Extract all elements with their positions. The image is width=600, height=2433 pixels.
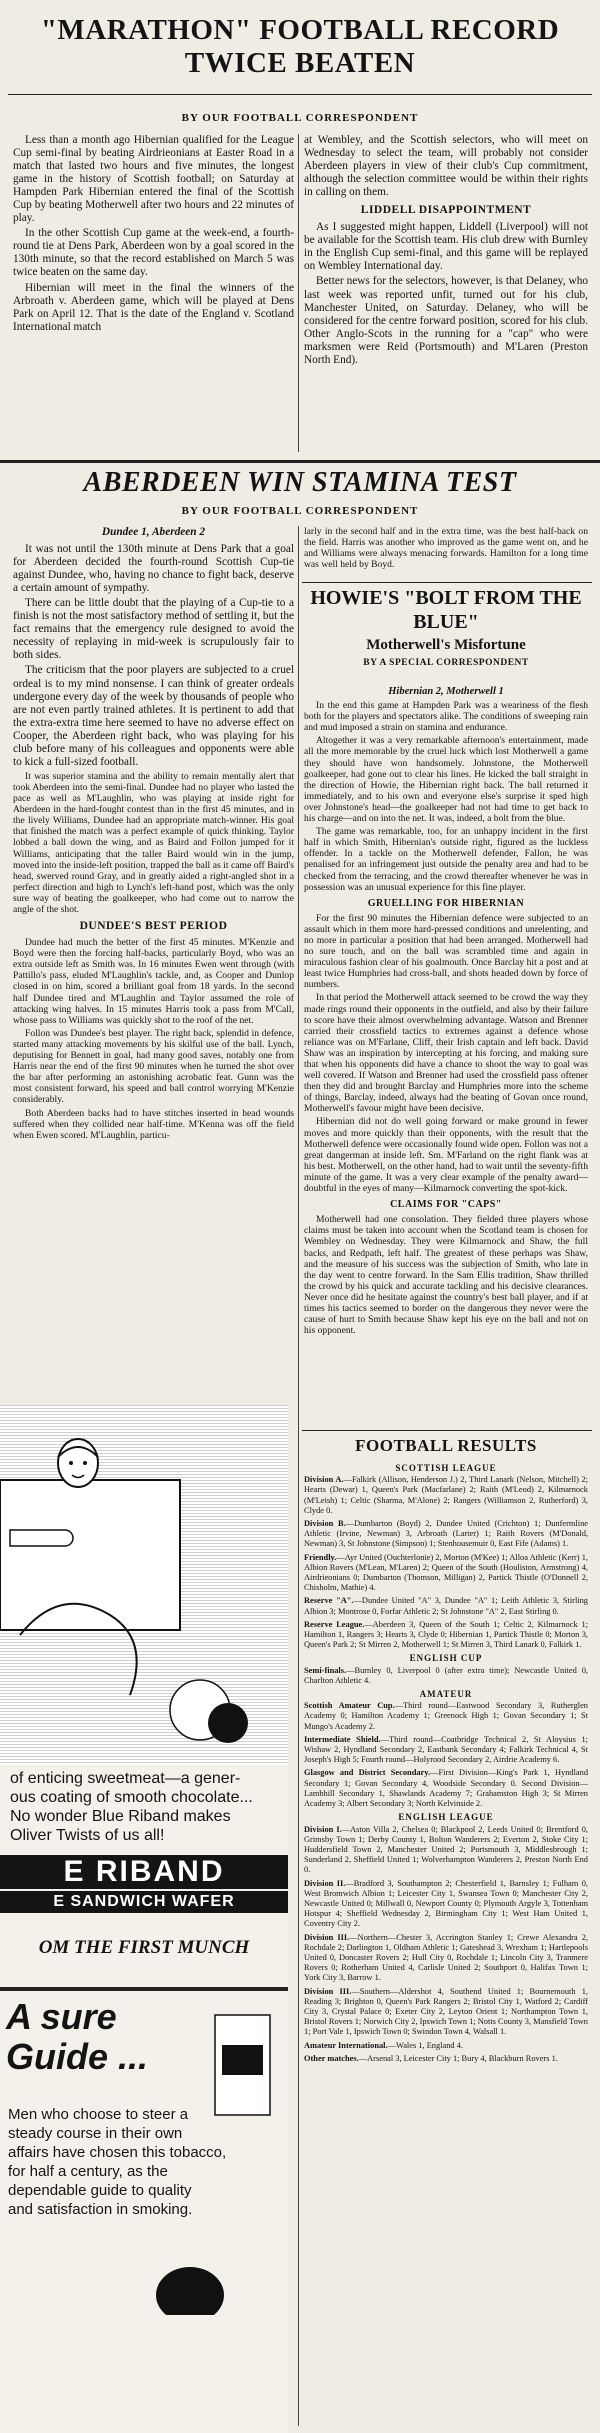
ad-copy-line: steady course in their own [8,2125,183,2142]
results-entry-text: —Northern—Chester 3, Accrington Stanley 1; Crewe Alexandra 2, Rochdale 2; Darlington 1, Oldham Athletic 1; Gateshead 3, Wrexham 1; Hartlepools United 0, Doncaster Rovers 2; Hull City 0, Rochdale 1; Lincoln City 3, Tranmere Rovers 0; Rotherham United 4, Carlisle United 2; Southport 0, Halifax Town 1; York City 3, Barrow 1. [304,1932,588,1983]
a2-paragraph: Both Aberdeen backs had to have stitches inserted in head wounds suffered when they collided near half-time. M'Kenna was off the field when Ewen scored. M'Laughlin, particu- [13,1107,294,1141]
results-body [304,1460,588,2430]
a3-paragraph: The game was remarkable, too, for an unhappy incident in the first half in which Smith, Hibernian's outside right, figured as the luckless offender. In a tackle on the Motherwell defender, Fallon, he was penalised for an infringement just outside the penalty area and had to be checked from the terracing, and the crowd thereafter whenever he was in possession was an unusual experience for this fine player. [304,826,588,893]
results-entry [304,1596,588,1616]
results-entry [304,1825,588,1876]
a2-paragraph: The criticism that the poor players are subjected to a cruel ordeal is to my mind nonsense. I can think of greater ordeals undergone every day of the week by thousands of people who are not even partly trained athletes. It is pertinent to add that the extra-extra time here seemed to have no adverse effect on Cooper, the Aberdeen right back, who was playing for his club before many of his colleagues and opponents were able to kick a full-sized football. [13,664,294,768]
results-entry-label: Division I. [304,1824,342,1834]
ad-copy-line: for half a century, as the [8,2163,168,2180]
rule-a1-top [8,94,592,95]
results-entry [304,1735,588,1766]
results-entry-text: —Falkirk (Allison, Henderson J.) 2, Third Lanark (Nelson, Mitchell) 2; Hearts (Dewar) 1, Queen's Park (Macfarlane) 2; Raith (M'Leod) 2, Kilmarnock (M'Leish) 1; Celtic (Sharma, M'Alone) 2; Rangers (Williamson 2, Rutherford) 3, Clyde 0. [304,1475,588,1515]
a1-paragraph: Less than a month ago Hibernian qualified for the League Cup semi-final by beating Airdrieonians at Easter Road in a match that lasted two hours and five minutes, the longest game in the history of Scottish football; on Saturday at Hampden Park Hibernian entered the final of the Scottish Cup by beating Motherwell after two hours and 22 minutes of play. [13,134,294,225]
results-section-heading: ENGLISH CUP [409,1653,483,1664]
ad-heading: A sure Guide ... [6,1996,149,2077]
ad-copy [10,1769,286,1845]
results-entry-text: —Dundee United "A" 3, Dundee "A" 1; Leith Athletic 3, Stirling Albion 3; Montrose 0, Forfar Athletic 2; St Johnstone "A" 2, East Stirling 0. [304,1596,588,1616]
advertisement [0,1405,288,2433]
ad-copy-line: dependable guide to quality [8,2182,192,2199]
results-entry-text: —Third round—Eastwood Secondary 3, Rutherglen Academy 0; Hamilton Academy 1; Greenock High 1; Govan Secondary 1; St Mungo's Academy 2. [304,1701,588,1731]
a1-paragraph: In the other Scottish Cup game at the week-end, a fourth-round tie at Dens Park, Aberdeen won by a goal scored in the 130th minute, so that the record established on March 5 was twice beaten on the same day. [13,227,294,279]
results-section-heading: ENGLISH LEAGUE [398,1812,494,1823]
results-entry [304,1620,588,1651]
results-entry [304,2041,588,2051]
results-entry [304,1666,588,1686]
headline-aberdeen: ABERDEEN WIN STAMINA TEST [83,467,517,498]
results-entry-label: Reserve "A". [304,1596,354,1606]
a2-paragraph: larly in the second half and in the extra time, was the best half-back on the field. Harris was another who improved as the game went on, and he and Williams were always menacing forwards. Hamilton for a long time was well held by Boyd. [304,526,588,571]
ad-tagline: OM THE FIRST MUNCH [38,1937,250,1958]
results-section-heading: AMATEUR [419,1689,473,1700]
results-entry-label: Amateur International. [304,2040,388,2050]
results-entry-text: —Arsenal 3, Leicester City 1; Bury 4, Blackburn Rovers 1. [358,2053,558,2063]
subhead-dundees-best: DUNDEE'S BEST PERIOD [79,920,228,933]
byline-a1: BY OUR FOOTBALL CORRESPONDENT [181,112,419,124]
a3-paragraph: Hibernian did not do well going forward or make ground in fewer moves and more quickly than their opponents, with the result that the Motherwell defence were occasionally found wide open. Follon was not a great dangerman at inside left. Sm. M'Farland on the right flank was at his best. Motherwell, on the other hand, had to wait until the seventy-fifth minute of the game. It was a very clear example of the penalty award—doubtful in the eyes of many—Kilmarnock converting the spot-kick. [304,1116,588,1195]
results-entry [304,1701,588,1732]
a2-left-column [13,526,294,1398]
results-entry-label: Division III. [304,1932,350,1942]
results-entry-text: —Third round—Coatbridge Technical 2, St Aloysius 1; Wishaw 2, Hyndland Secondary 2, Eastbank Secondary 4; Falkirk Technical 4, St Joseph's High 5; Fourth round—Holyrood Secondary 2, Airdrie Academy 6. [304,1734,588,1765]
a2-paragraph: Dundee had much the better of the first 45 minutes. M'Kenzie and Boyd were then the forcing half-backs, particularly Boyd, who was an extra outside left as Smith was. In 16 minutes Ewen went through (with Pattillo's pass, eluded M'Laughlin's tackle, and, as Cooper and Dunlop closed in on him, scored a brilliant goal from 18 yards. In the second half Dundee tired and M'Laughlin and Taylor assumed the role of attacking wing halves. In 15 minutes Harris took a pass from M'Call, whose pass to Williams was quickly shot to the roof of the net. [13,937,294,1026]
results-entry [304,1553,588,1594]
rule-results-top [302,1430,592,1431]
a1-paragraph: at Wembley, and the Scottish selectors, who will meet on Wednesday to select the team, will probably not consider Aberdeen players in view of their club's Cup commitment, although the selection committee would be within their rights in calling on them. [304,134,588,199]
score-line-hibernian-motherwell: Hibernian 2, Motherwell 1 [388,686,504,697]
results-entry-label: Division II. [304,1878,346,1888]
results-entry-text: —Bradford 3, Southampton 2; Chesterfield 1, Barnsley 1; Fulham 0, West Bromwich Albion 1; Leicester City 1, Swansea Town 0; Manchester City 2, Newcastle United 0; Millwall 0, Newport County 0; Plymouth Argyle 3, Tottenham Hotspur 4; Sheffield Wednesday 2, Birmingham City 1; West Ham United 1, Coventry City 2. [304,1878,588,1929]
subhead-claims-caps: CLAIMS FOR "CAPS" [390,1199,502,1211]
results-entry [304,1768,588,1809]
results-entry [304,1879,588,1930]
results-entry-label: Scottish Amateur Cup. [304,1701,395,1711]
results-entry-text: —Southern—Aldershot 4, Southend United 1; Bournemouth 1, Reading 3; Brighton 0, Queen's Park Rangers 2; Bristol City 1, Watford 2; Cardiff City 3, Crystal Palace 0; Exeter City 2, Leyton Orient 1; Northampton Town 1, Bristol Rovers 1; Norwich City 2, Ipswich Town 1; Notts County 3, Mansfield Town 1; Port Vale 1, Ipswich Town 0; Swindon Town 4, Walsall 1. [304,1986,588,2037]
results-entry-label: Semi-finals. [304,1665,347,1675]
results-entry [304,2054,588,2064]
byline-a3: BY A SPECIAL CORRESPONDENT [363,658,529,668]
results-entry-label: Reserve League. [304,1619,365,1629]
a1-paragraph: Hibernian will meet in the final the winners of the Arbroath v. Aberdeen game, which will be played at Dens Park on April 12. That is the date of the England v. Scotland International match [13,281,294,333]
results-entry-label: Friendly. [304,1552,337,1562]
results-entry [304,1475,588,1516]
ad-copy-line: Oliver Twists of us all! [10,1827,165,1844]
a3-paragraph: In the end this game at Hampden Park was a weariness of the flesh both for the players and spectators alike. The conditions of sweeping rain and mud imposed a strain on stamina and endurance. [304,700,588,734]
boy-with-wafer-illustration [0,1405,288,1765]
results-entry-text: —Aberdeen 3, Queen of the South 1; Celtic 2, Kilmarnock 1; Hamilton 1, Rangers 3; Hearts 3, Clyde 0; Hibernian 1, Partick Thistle 0; Morton 3, Queen's Park 2; St Mirren 2, Motherwell 1; St Mirren 3, Third Lanark 0, Falkirk 1. [304,1619,588,1650]
a1-paragraph: As I suggested might happen, Liddell (Liverpool) will not be available for the Scottish team. His club drew with Burnley in the English Cup semi-final, and this game will be replayed on Wembley International day. [304,221,588,273]
rule-ad-section [0,1987,288,1991]
results-entry-text: —Burnley 0, Liverpool 0 (after extra time); Newcastle United 0, Charlton Athletic 4. [304,1665,588,1685]
results-entry-text: —Ayr United (Ouchterlonie) 2, Morton (M'Kee) 1; Alloa Athletic (Kerr) 1, Albion Rovers (M'Lean, M'Laren) 2; Queen of the South (Houliston, Armstrong) 4, Airdrieonians 0; Dumbarton (Thomson, Milligan) 2, Partick Thistle (O'Donnell 2, Chisholm, Mathie) 4. [304,1552,588,1593]
subheadline-motherwell: Motherwell's Misfortune [366,637,526,653]
subhead-liddell: LIDDELL DISAPPOINTMENT [360,204,532,217]
a1-right-column [304,134,588,456]
a3-paragraph: For the first 90 minutes the Hibernian defence were subjected to an assault which in them more hard-pressed conditions and unrelenting, and no more in particular a position that had been arranged. Motherwell had no sure touch, and on the ball was scrambled time and again in miraculous fashion clear of his goalmouth. Once Barclay hit a post and at least twice Humphries had cross-ball, and shots headed down by force of numbers. [304,912,588,991]
results-entry [304,1933,588,1984]
ad-copy-line: and satisfaction in smoking. [8,2201,193,2218]
subhead-gruelling: GRUELLING FOR HIBERNIAN [367,897,525,909]
results-entry-text: —Dumbarton (Boyd) 2, Dundee United (Crichton) 1; Dunfermline Athletic (Irvine, Newman) 3, Arbroath (Larter) 1; Raith Rovers (M'Donald, Newman) 3, St Johnstone (Simpson) 1; Stenhousemuir 0, East Fife (Adams) 1. [304,1519,588,1549]
results-entry [304,1987,588,2038]
ad-copy-line: of enticing sweetmeat—a gener- [10,1770,241,1787]
results-entry-text: —Aston Villa 2, Chelsea 0; Blackpool 2, Leeds United 0; Brentford 0, Grimsby Town 1; Derby County 1, Bolton Wanderers 2; Everton 2, Stoke City 1; Huddersfield Town 2, Manchester United 2; Portsmouth 3, Middlesbrough 1; Sunderland 2, Sheffield United 1; Wolverhampton Wanderers 2, Preston North End 0. [304,1824,588,1875]
results-entry-text: —First Division—King's Park 1, Hyndland Secondary 1; Govan Secondary 4, Woodside Secondary 0. Second Division—Lambhill Secondary 1, Shawlands Academy 7; Grahamston High 3; St Mirren Academy 3; Albert Secondary 3; North Kelvinside 2. [304,1768,588,1809]
results-entry-text: —Wales 1, England 4. [387,2040,463,2050]
a2-paragraph: There can be little doubt that the playing of a Cup-tie to a finish is not the most satisfactory method of settling it, but the fact remains that the emergency rule designed to avoid the necessity of replaying in mid-week is scrupulously fair to both sides. [13,597,294,662]
a2-paragraph: Follon was Dundee's best player. The right back, splendid in defence, started many attacking movements by his skilful use of the ball. Lynch, deputising for Bennett in goal, had many good saves, notably one from Harris near the end of the first 90 minutes when he turned the shot over the bar after performing an astonishing acrobatic feat. Gunn was the most consistent forward, his speed and ball control worrying M'Kenzie considerably. [13,1027,294,1106]
column-divider [298,526,299,2426]
rule-a3-top [302,582,592,583]
byline-a2: BY OUR FOOTBALL CORRESPONDENT [181,505,419,517]
ad-copy-line: Men who choose to steer a [8,2106,189,2123]
results-title: FOOTBALL RESULTS [355,1436,537,1455]
rule-a2-top [0,460,600,463]
ad-copy-line: affairs have chosen this tobacco, [8,2144,227,2161]
results-entry-label: Division B. [304,1519,346,1529]
brand-banner: E RIBAND [0,1855,288,1889]
a3-column [304,686,588,1428]
a3-paragraph: In that period the Motherwell attack seemed to be crowd the way they made rings round their opponents in the outfield, and also by their failure to score have their almost overwhelming advantage. Watson and Brenner carried their crossfield tactics to extremes against a defence whose reliance was on M'Farlane, Cliff, their Irish captain and left back. David Shaw was an inspiration by intercepting at his forcing, and making sure that when his opponents did have a chance to shoot the way to goal was well covered. If Watson and Brenner had used the crossfield pass oftener then they did and brought Barclay and Humphries more into the scheme of things, Barclay, indeed, always had the beating of Govan once round, Motherwell's favour might have been decisive. [304,992,588,1115]
a3-header [304,586,588,668]
results-entry-label: Intermediate Shield. [304,1734,381,1744]
a3-paragraph: Altogether it was a very remarkable afternoon's entertainment, made all the more memorable by the cruel luck which lost Motherwell a game they should have won handsomely. Johnstone, the Motherwell goalkeeper, had gone out to clear his lines. He kicked the ball straight in the direction of Howie, the Hibernian right back. The ball returned it immediately, and to his own and everyone else's surprise it sped high over Johnstone's head—the goalkeeper had not had time to get back to his charge—and on into the net. It was, indeed, a bolt from the blue. [304,735,588,825]
a3-paragraph: Motherwell had one consolation. They fielded three players whose claims must be taken into account when the Scotland team is chosen for Wembley on Wednesday. They were Kilmarnock and Shaw, the full backs, and Redpath, left half. The greatest of these perhaps was Shaw, and the measure of his success was the subjection of Smith, who late in the day went to centre forward. In the Sam Ellis tradition, Shaw thrilled the crowd by his quick and accurate tackling and his decisive clearances. Never once did he hesitate against the country's best ball player, and if at times his tactics seemed to border on the dangerous they never were the cause of hurt to Smith because Shaw kept his eye on the ball and not on his opponent. [304,1214,588,1337]
results-entry [304,1519,588,1550]
brand-sub-banner: E SANDWICH WAFER [0,1891,288,1913]
ad-copy-2 [8,2105,278,2219]
results-entry-label: Division III. [304,1986,352,1996]
a1-left-column [13,134,294,456]
ad-emblem-illustration [150,2245,230,2315]
results-entry-label: Division A. [304,1475,344,1485]
ad-copy-line: No wonder Blue Riband makes [10,1808,231,1825]
a1-paragraph: Better news for the selectors, however, is that Delaney, who last week was reported unfit, turned out for his club, Manchester United, on Saturday. Delaney, who will be considered for the centre forward position, scored for his club. Other Anglo-Scots in the running for a "cap" who were marksmen were Reid (Portsmouth) and M'Laren (Preston North End). [304,275,588,366]
column-divider [298,134,299,452]
results-entry-label: Glasgow and District Secondary. [304,1768,431,1778]
ad-copy-line: ous coating of smooth chocolate... [10,1789,253,1806]
a2-paragraph: It was not until the 130th minute at Dens Park that a goal for Aberdeen decided the fourth-round Scottish Cup-tie against Dundee, who, having no chance to fight back, deserve a certain amount of sympathy. [13,543,294,595]
results-entry-label: Other matches. [304,2053,359,2063]
headline-marathon: "MARATHON" FOOTBALL RECORD TWICE BEATEN [40,14,560,79]
a2-paragraph: It was superior stamina and the ability to remain mentally alert that took Aberdeen into the semi-final. Dundee had no player who lasted the pace as well as M'Laughlin, who was playing at inside right for Aberdeen in the hard-fought contest than in the first 45 minutes, and in the lively Williams, Dundee had an appropriate match-winner. His goal that finished the match was a perfect example of quick thinking. Taylor lobbed a ball down the wing, and as Baird and Follon jumped for it Williams, anticipating that the taller Baird would win in the jump, moved into the inside-left position, trapped the ball as it came off Baird's head, swerved round Gray, and in greatly aided a right-angled shot in a perfect direction and high to Lynch's left-hand post, which was the only sure way of beating the goalkeeper, who had come out to narrow the angle of the shot. [13,770,294,915]
results-section-heading: SCOTTISH LEAGUE [395,1463,497,1473]
score-line-dundee-aberdeen: Dundee 1, Aberdeen 2 [101,526,206,538]
headline-howie: HOWIE'S "BOLT FROM THE BLUE" [310,587,582,633]
a2-continuation [304,526,588,574]
